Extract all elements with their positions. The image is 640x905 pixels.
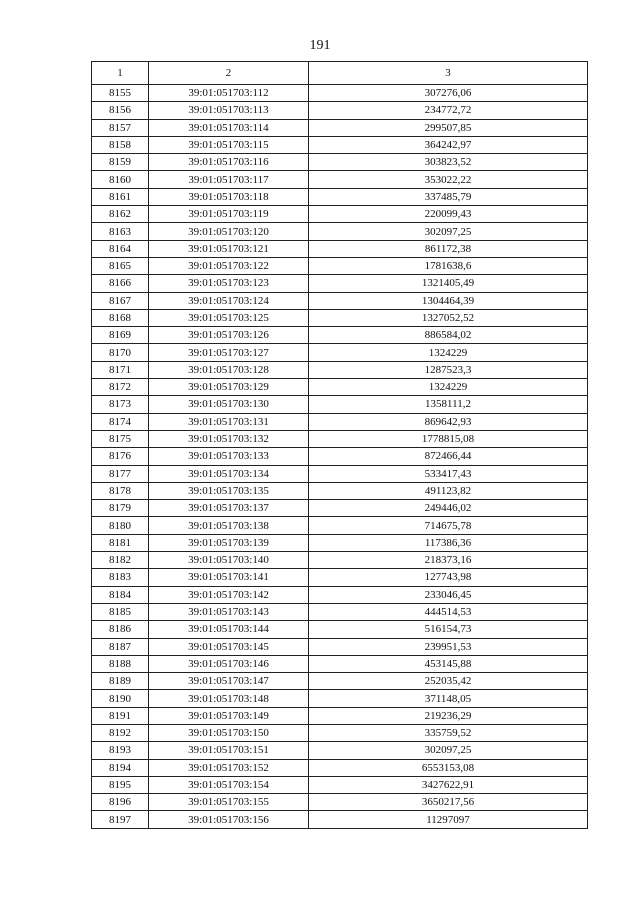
row-number-cell: 8168 <box>92 309 149 326</box>
row-number-cell: 8164 <box>92 240 149 257</box>
row-number-cell: 8186 <box>92 621 149 638</box>
value-cell: 714675,78 <box>309 517 588 534</box>
cadastral-number-cell: 39:01:051703:134 <box>149 465 309 482</box>
table-row <box>92 534 588 551</box>
row-number-cell: 8155 <box>92 85 149 102</box>
row-number-cell: 8191 <box>92 707 149 724</box>
table-row <box>92 85 588 102</box>
row-number-cell: 8158 <box>92 136 149 153</box>
table-row <box>92 292 588 309</box>
row-number-cell: 8161 <box>92 188 149 205</box>
value-cell: 886584,02 <box>309 327 588 344</box>
value-cell: 233046,45 <box>309 586 588 603</box>
cadastral-number-cell: 39:01:051703:139 <box>149 534 309 551</box>
table-row <box>92 586 588 603</box>
value-cell: 1304464,39 <box>309 292 588 309</box>
table-row <box>92 655 588 672</box>
row-number-cell: 8197 <box>92 811 149 828</box>
table-row <box>92 482 588 499</box>
value-cell: 220099,43 <box>309 206 588 223</box>
row-number-cell: 8180 <box>92 517 149 534</box>
value-cell: 218373,16 <box>309 552 588 569</box>
table-row <box>92 396 588 413</box>
value-cell: 1778815,08 <box>309 430 588 447</box>
value-cell: 302097,25 <box>309 742 588 759</box>
value-cell: 11297097 <box>309 811 588 828</box>
cadastral-number-cell: 39:01:051703:123 <box>149 275 309 292</box>
table-row <box>92 776 588 793</box>
table-row <box>92 240 588 257</box>
table-row <box>92 621 588 638</box>
cadastral-number-cell: 39:01:051703:151 <box>149 742 309 759</box>
cadastral-number-cell: 39:01:051703:128 <box>149 361 309 378</box>
cadastral-number-cell: 39:01:051703:156 <box>149 811 309 828</box>
value-cell: 6553153,08 <box>309 759 588 776</box>
value-cell: 335759,52 <box>309 724 588 741</box>
table-row <box>92 361 588 378</box>
table-row <box>92 136 588 153</box>
table-row <box>92 690 588 707</box>
row-number-cell: 8165 <box>92 257 149 274</box>
column-header-1: 1 <box>92 62 149 85</box>
value-cell: 444514,53 <box>309 603 588 620</box>
cadastral-number-cell: 39:01:051703:140 <box>149 552 309 569</box>
value-cell: 872466,44 <box>309 448 588 465</box>
table-row <box>92 344 588 361</box>
cadastral-number-cell: 39:01:051703:141 <box>149 569 309 586</box>
value-cell: 1324229 <box>309 379 588 396</box>
row-number-cell: 8156 <box>92 102 149 119</box>
cadastral-number-cell: 39:01:051703:112 <box>149 85 309 102</box>
cadastral-number-cell: 39:01:051703:117 <box>149 171 309 188</box>
row-number-cell: 8169 <box>92 327 149 344</box>
cadastral-number-cell: 39:01:051703:129 <box>149 379 309 396</box>
table-row <box>92 171 588 188</box>
table-row <box>92 430 588 447</box>
table-body <box>92 85 588 829</box>
row-number-cell: 8188 <box>92 655 149 672</box>
value-cell: 861172,38 <box>309 240 588 257</box>
value-cell: 239951,53 <box>309 638 588 655</box>
row-number-cell: 8170 <box>92 344 149 361</box>
table-row <box>92 603 588 620</box>
row-number-cell: 8173 <box>92 396 149 413</box>
value-cell: 3650217,56 <box>309 794 588 811</box>
cadastral-number-cell: 39:01:051703:145 <box>149 638 309 655</box>
table-row <box>92 379 588 396</box>
value-cell: 219236,29 <box>309 707 588 724</box>
cadastral-number-cell: 39:01:051703:114 <box>149 119 309 136</box>
cadastral-number-cell: 39:01:051703:132 <box>149 430 309 447</box>
row-number-cell: 8162 <box>92 206 149 223</box>
cadastral-number-cell: 39:01:051703:125 <box>149 309 309 326</box>
row-number-cell: 8187 <box>92 638 149 655</box>
value-cell: 249446,02 <box>309 500 588 517</box>
table-row <box>92 206 588 223</box>
row-number-cell: 8185 <box>92 603 149 620</box>
table-row <box>92 811 588 828</box>
cadastral-number-cell: 39:01:051703:131 <box>149 413 309 430</box>
cadastral-number-cell: 39:01:051703:155 <box>149 794 309 811</box>
cadastral-number-cell: 39:01:051703:144 <box>149 621 309 638</box>
value-cell: 516154,73 <box>309 621 588 638</box>
data-table <box>91 61 588 829</box>
row-number-cell: 8160 <box>92 171 149 188</box>
value-cell: 302097,25 <box>309 223 588 240</box>
row-number-cell: 8177 <box>92 465 149 482</box>
cadastral-number-cell: 39:01:051703:146 <box>149 655 309 672</box>
table-row <box>92 673 588 690</box>
row-number-cell: 8157 <box>92 119 149 136</box>
cadastral-number-cell: 39:01:051703:119 <box>149 206 309 223</box>
value-cell: 869642,93 <box>309 413 588 430</box>
cadastral-number-cell: 39:01:051703:127 <box>149 344 309 361</box>
header-row <box>92 62 588 85</box>
row-number-cell: 8196 <box>92 794 149 811</box>
table-row <box>92 569 588 586</box>
cadastral-number-cell: 39:01:051703:115 <box>149 136 309 153</box>
table-row <box>92 724 588 741</box>
cadastral-number-cell: 39:01:051703:130 <box>149 396 309 413</box>
table-row <box>92 154 588 171</box>
table-row <box>92 102 588 119</box>
table-row <box>92 742 588 759</box>
table-row <box>92 465 588 482</box>
table-row <box>92 275 588 292</box>
value-cell: 1781638,6 <box>309 257 588 274</box>
cadastral-number-cell: 39:01:051703:137 <box>149 500 309 517</box>
row-number-cell: 8174 <box>92 413 149 430</box>
page-number: 191 <box>309 38 331 53</box>
row-number-cell: 8189 <box>92 673 149 690</box>
table-row <box>92 327 588 344</box>
value-cell: 307276,06 <box>309 85 588 102</box>
cadastral-number-cell: 39:01:051703:122 <box>149 257 309 274</box>
value-cell: 299507,85 <box>309 119 588 136</box>
row-number-cell: 8163 <box>92 223 149 240</box>
row-number-cell: 8178 <box>92 482 149 499</box>
cadastral-number-cell: 39:01:051703:150 <box>149 724 309 741</box>
table-row <box>92 188 588 205</box>
row-number-cell: 8194 <box>92 759 149 776</box>
cadastral-number-cell: 39:01:051703:143 <box>149 603 309 620</box>
table-row <box>92 707 588 724</box>
cadastral-number-cell: 39:01:051703:118 <box>149 188 309 205</box>
cadastral-number-cell: 39:01:051703:124 <box>149 292 309 309</box>
row-number-cell: 8175 <box>92 430 149 447</box>
cadastral-number-cell: 39:01:051703:154 <box>149 776 309 793</box>
table-row <box>92 517 588 534</box>
cadastral-number-cell: 39:01:051703:113 <box>149 102 309 119</box>
value-cell: 337485,79 <box>309 188 588 205</box>
row-number-cell: 8195 <box>92 776 149 793</box>
value-cell: 303823,52 <box>309 154 588 171</box>
cadastral-number-cell: 39:01:051703:126 <box>149 327 309 344</box>
row-number-cell: 8179 <box>92 500 149 517</box>
row-number-cell: 8184 <box>92 586 149 603</box>
cadastral-number-cell: 39:01:051703:116 <box>149 154 309 171</box>
value-cell: 252035,42 <box>309 673 588 690</box>
row-number-cell: 8176 <box>92 448 149 465</box>
value-cell: 127743,98 <box>309 569 588 586</box>
column-header-2: 2 <box>149 62 309 85</box>
cadastral-number-cell: 39:01:051703:121 <box>149 240 309 257</box>
value-cell: 371148,05 <box>309 690 588 707</box>
value-cell: 1287523,3 <box>309 361 588 378</box>
row-number-cell: 8171 <box>92 361 149 378</box>
table-row <box>92 119 588 136</box>
cadastral-number-cell: 39:01:051703:133 <box>149 448 309 465</box>
value-cell: 1324229 <box>309 344 588 361</box>
table-row <box>92 413 588 430</box>
cadastral-number-cell: 39:01:051703:138 <box>149 517 309 534</box>
table-row <box>92 448 588 465</box>
row-number-cell: 8192 <box>92 724 149 741</box>
cadastral-number-cell: 39:01:051703:148 <box>149 690 309 707</box>
cadastral-number-cell: 39:01:051703:120 <box>149 223 309 240</box>
value-cell: 353022,22 <box>309 171 588 188</box>
value-cell: 491123,82 <box>309 482 588 499</box>
table-row <box>92 638 588 655</box>
value-cell: 1358111,2 <box>309 396 588 413</box>
cadastral-number-cell: 39:01:051703:149 <box>149 707 309 724</box>
cadastral-number-cell: 39:01:051703:142 <box>149 586 309 603</box>
cadastral-number-cell: 39:01:051703:147 <box>149 673 309 690</box>
value-cell: 533417,43 <box>309 465 588 482</box>
value-cell: 1321405,49 <box>309 275 588 292</box>
table-row <box>92 257 588 274</box>
table-row <box>92 500 588 517</box>
row-number-cell: 8190 <box>92 690 149 707</box>
row-number-cell: 8183 <box>92 569 149 586</box>
value-cell: 3427622,91 <box>309 776 588 793</box>
table-row <box>92 552 588 569</box>
row-number-cell: 8182 <box>92 552 149 569</box>
row-number-cell: 8172 <box>92 379 149 396</box>
value-cell: 234772,72 <box>309 102 588 119</box>
table-row <box>92 794 588 811</box>
row-number-cell: 8181 <box>92 534 149 551</box>
table-row <box>92 223 588 240</box>
row-number-cell: 8159 <box>92 154 149 171</box>
table-row <box>92 759 588 776</box>
row-number-cell: 8166 <box>92 275 149 292</box>
cadastral-number-cell: 39:01:051703:135 <box>149 482 309 499</box>
row-number-cell: 8167 <box>92 292 149 309</box>
cadastral-number-cell: 39:01:051703:152 <box>149 759 309 776</box>
table-row <box>92 309 588 326</box>
value-cell: 364242,97 <box>309 136 588 153</box>
row-number-cell: 8193 <box>92 742 149 759</box>
value-cell: 117386,36 <box>309 534 588 551</box>
value-cell: 453145,88 <box>309 655 588 672</box>
value-cell: 1327052,52 <box>309 309 588 326</box>
column-header-3: 3 <box>309 62 588 85</box>
